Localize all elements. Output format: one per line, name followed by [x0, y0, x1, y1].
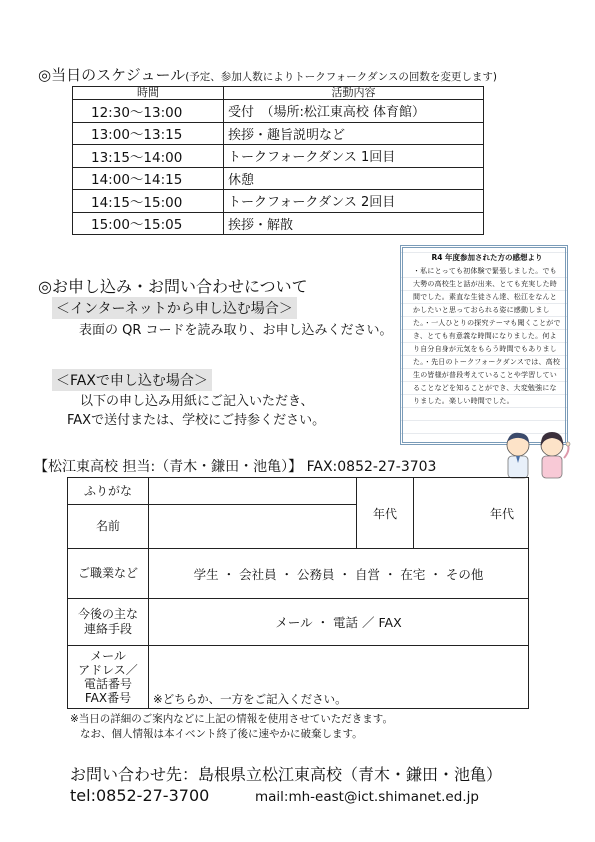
- schedule-time: 14:00～14:15: [73, 167, 224, 190]
- application-form: [67, 477, 529, 709]
- table-row: [73, 122, 484, 145]
- address-note: ※どちらか、一方をご記入ください。: [153, 692, 347, 706]
- privacy-notice: [70, 712, 393, 742]
- fax-text-2: FAXで送付または、学校にご持参ください。: [67, 413, 326, 428]
- testimonial-body: ・私にとっても初体験で緊張しました。でも大勢の高校生と話が出来、とても充実した時間でした。素直な生徒さん達、松江をなんとかしたいと思っておられる姿に感動しました。・一人ひとりの探究テーマも聞くことができ、とても有意義な時間になりました。何より自分自身が元気をもらう時間でもありました。・先日のトークフォークダンスでは、高校生の皆様が普段考えていることや学習していることなどを知ることができ、大変勉強になりました。楽しい時間でした。: [413, 267, 561, 405]
- contact-mail[interactable]: mail:mh-east@ict.shimanet.ed.jp: [255, 789, 479, 805]
- schedule-activity: 休憩: [224, 167, 484, 190]
- schedule-activity: 受付 （場所:松江東高校 体育館）: [224, 100, 484, 123]
- contact-info: お問い合わせ先：島根県立松江東高校（青木・鎌田・池亀）: [70, 765, 503, 784]
- table-row: [73, 212, 484, 235]
- schedule-time: 13:00～13:15: [73, 122, 224, 145]
- testimonial-box: [400, 245, 568, 445]
- schedule-table: [72, 86, 484, 235]
- contact-method-label-1: 今後の主な: [77, 607, 138, 621]
- apply-title: ◎お申し込み・お問い合わせについて: [38, 277, 308, 296]
- schedule-header-time: 時間: [73, 87, 224, 100]
- schedule-title-text: ◎当日のスケジュール: [38, 66, 186, 84]
- form-header: 【松江東高校 担当:（青木・鎌田・池亀）】 FAX:0852-27-3703: [34, 459, 437, 475]
- address-label-2: アドレス／: [78, 663, 138, 677]
- contact-method-label: [68, 599, 149, 646]
- table-row: [73, 190, 484, 213]
- table-row: [73, 100, 484, 123]
- table-row: [73, 145, 484, 168]
- table-row: [68, 478, 529, 505]
- privacy-notice-1: ※当日の詳細のご案内などに上記の情報を使用させていただきます。: [70, 713, 393, 725]
- people-illustration-icon: [496, 425, 576, 485]
- occupation-options[interactable]: 学生 ・ 会社員 ・ 公務員 ・ 自営 ・ 在宅 ・ その他: [149, 549, 529, 599]
- address-field[interactable]: [149, 646, 529, 709]
- table-row: [68, 646, 529, 709]
- furigana-field[interactable]: [149, 478, 357, 505]
- name-field[interactable]: [149, 505, 357, 549]
- schedule-time: 13:15～14:00: [73, 145, 224, 168]
- schedule-time: 12:30～13:00: [73, 100, 224, 123]
- fax-heading: ＜FAXで申し込む場合＞: [52, 369, 212, 391]
- address-label-4: FAX番号: [84, 691, 132, 705]
- address-label-1: メール: [90, 649, 126, 663]
- name-label: 名前: [68, 505, 149, 549]
- table-row: [68, 599, 529, 646]
- schedule-title: [38, 64, 497, 85]
- schedule-activity: トークフォークダンス 1回目: [224, 145, 484, 168]
- contact-tel: tel:0852-27-3700: [70, 786, 210, 805]
- fax-text-1: 以下の申し込み用紙にご記入いただき、: [80, 394, 314, 409]
- schedule-note: (予定、参加人数によりトークフォークダンスの回数を変更します): [185, 71, 497, 83]
- schedule-time: 14:15～15:00: [73, 190, 224, 213]
- schedule-header-activity: 活動内容: [224, 87, 484, 100]
- table-row: [73, 167, 484, 190]
- internet-text: 表面の QR コードを読み取り、お申し込みください。: [79, 323, 393, 338]
- privacy-notice-2: なお、個人情報は本イベント終了後に速やかに破棄します。: [80, 728, 363, 740]
- address-label-3: 電話番号: [83, 677, 132, 691]
- schedule-activity: 挨拶・解散: [224, 212, 484, 235]
- furigana-label: ふりがな: [68, 478, 149, 505]
- table-row: [68, 549, 529, 599]
- contact-method-label-2: 連絡手段: [83, 622, 132, 636]
- age-field[interactable]: [414, 478, 529, 549]
- internet-heading: ＜インターネットから申し込む場合＞: [52, 297, 297, 319]
- age-label-1: 年代: [357, 478, 414, 549]
- schedule-activity: 挨拶・趣旨説明など: [224, 122, 484, 145]
- age-label-2: 年代: [489, 506, 514, 521]
- occupation-label: ご職業など: [68, 549, 149, 599]
- contact-method-options[interactable]: メール ・ 電話 ／ FAX: [149, 599, 529, 646]
- schedule-time: 15:00～15:05: [73, 212, 224, 235]
- schedule-header-row: [73, 87, 484, 100]
- address-label: [68, 646, 149, 709]
- schedule-activity: トークフォークダンス 2回目: [224, 190, 484, 213]
- testimonial-title: R4 年度参加された方の感想より: [431, 253, 543, 262]
